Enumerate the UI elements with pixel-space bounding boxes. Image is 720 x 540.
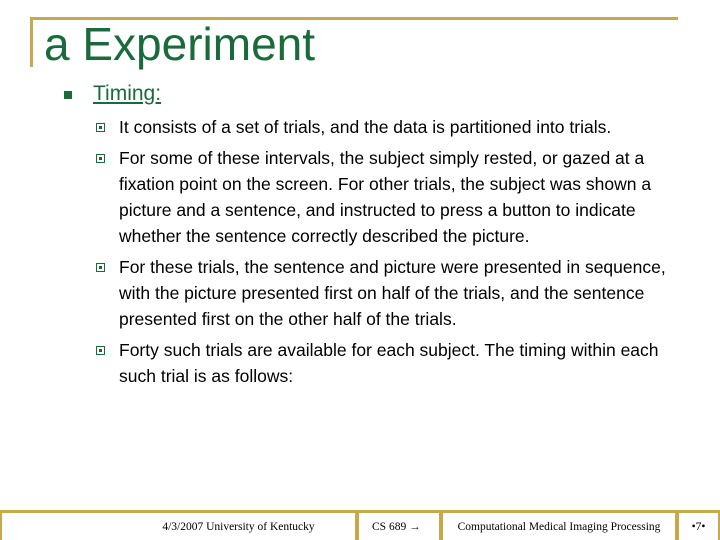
list-item — [96, 337, 676, 389]
footer-date: 4/3/2007 University of Kentucky — [162, 520, 315, 533]
hollow-square-bullet-icon — [96, 263, 105, 272]
list-item-text: For these trials, the sentence and picture were presented in sequence, with the picture presented first on half of the trials, and the sentence presented first on the other half of the trials. — [119, 257, 666, 329]
title-rule-left — [30, 17, 33, 67]
hollow-square-bullet-icon — [96, 154, 105, 163]
slide-title: a Experiment — [44, 18, 316, 70]
square-bullet-icon — [64, 91, 72, 99]
footer-course-box — [359, 513, 439, 540]
bullet-list — [96, 114, 676, 389]
list-item-text: Forty such trials are available for each subject. The timing within each such trial is as follows: — [119, 340, 659, 386]
list-item — [96, 114, 676, 140]
hollow-square-bullet-icon — [96, 346, 105, 355]
list-item — [96, 254, 676, 332]
footer-topic: Computational Medical Imaging Processing — [457, 520, 661, 533]
list-item-text: It consists of a set of trials, and the data is partitioned into trials. — [119, 117, 612, 137]
footer-page-box — [679, 513, 718, 540]
slide-footer — [0, 510, 720, 540]
footer-date-box — [2, 513, 355, 540]
list-item-text: For some of these intervals, the subject simply rested, or gazed at a fixation point on the screen. For other trials, the subject was shown a picture and a sentence, and instructed to press a button to indicate whether the sentence correctly described the picture. — [119, 148, 652, 246]
page-number: •7• — [691, 520, 706, 533]
hollow-square-bullet-icon — [96, 123, 105, 132]
footer-topic-box — [443, 513, 675, 540]
list-item — [96, 145, 676, 249]
section-heading: Timing: — [93, 82, 162, 105]
footer-course: CS 689 → — [372, 520, 421, 533]
